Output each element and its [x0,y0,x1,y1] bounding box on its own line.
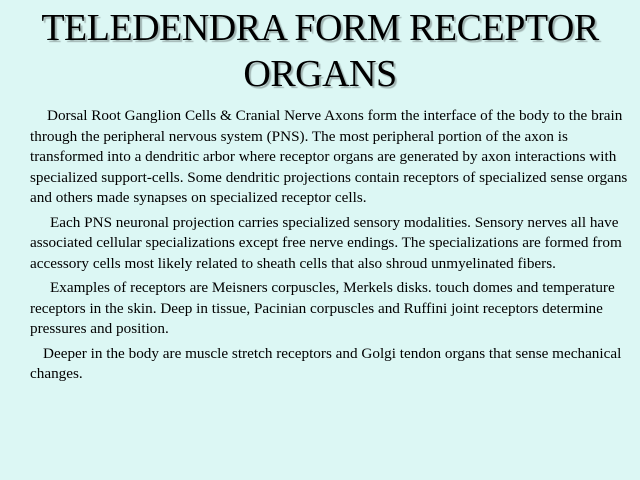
paragraph-3 [30,278,628,340]
paragraph-1 [30,106,628,209]
slide-title-line-1: TELEDENDRA FORM RECEPTOR [41,7,599,49]
slide-title-line-2: ORGANS [243,53,397,95]
paragraph-1-text: Dorsal Root Ganglion Cells & Cranial Nerve Axons form the interface of the body to the brain through the peripheral nervous system (PNS). The most peripheral portion of the axon is transformed into a dendritic arbor where receptor organs are generated by axon interactions with specialized support-cells. Some dendritic projections contain receptors of specialized sense organs and others made synapses on specialized receptor cells. [30,107,628,206]
paragraph-4-text: Deeper in the body are muscle stretch receptors and Golgi tendon organs that sense mechanical changes. [30,344,622,382]
slide-title [0,5,640,97]
paragraph-3-text: Examples of receptors are Meisners corpuscles, Merkels disks. touch domes and temperature receptors in the skin. Deep in tissue, Pacinian corpuscles and Ruffini joint receptors determine pressures and position. [30,279,615,337]
paragraph-2-text: Each PNS neuronal projection carries specialized sensory modalities. Sensory nerves all have associated cellular specializations except free nerve endings. The specializations are formed from accessory cells most likely related to sheath cells that also shroud unmyelinated fibers. [30,213,622,272]
slide-body [30,106,628,389]
paragraph-2 [30,213,628,275]
paragraph-4 [30,344,628,385]
